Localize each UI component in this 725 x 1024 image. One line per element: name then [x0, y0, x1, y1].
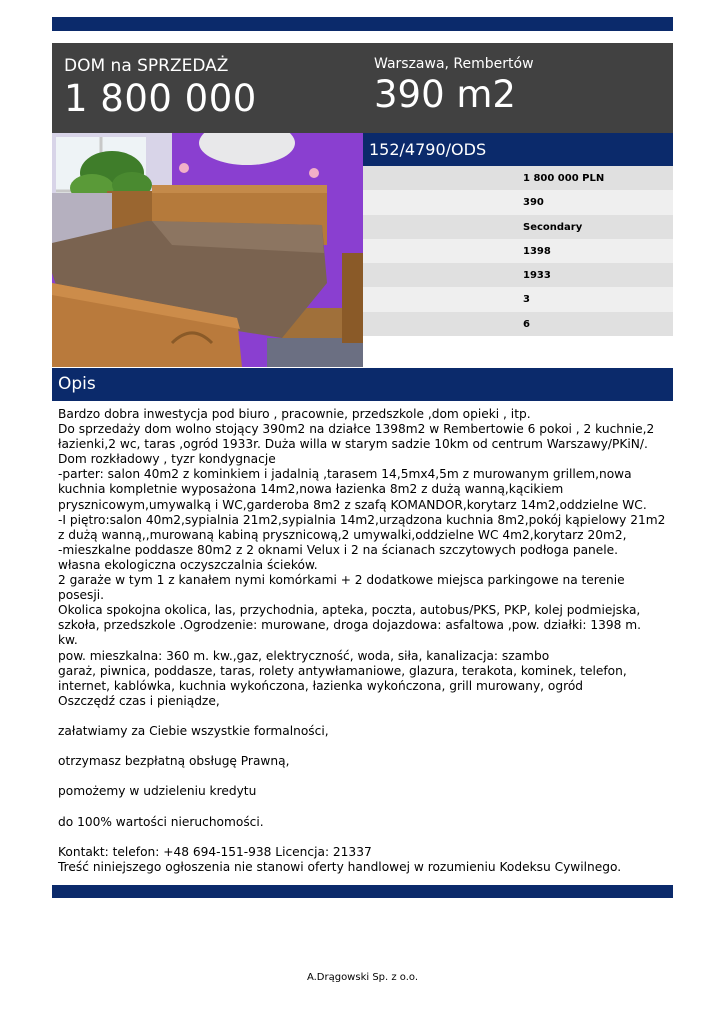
description-line: załatwiamy za Ciebie wszystkie formalności,: [58, 723, 329, 738]
fact-row-market: [363, 215, 673, 239]
fact-row-rooms: [363, 312, 673, 336]
fact-value: 390: [523, 197, 544, 209]
description-line: kw.: [58, 633, 78, 648]
description-line: z dużą wanną,,murowaną kabiną prysznicową,2 umywalki,oddzielne WC 4m2,korytarz 20m2,: [58, 527, 627, 542]
fact-row-plot: [363, 239, 673, 263]
property-type-label: DOM na SPRZEDAŻ: [64, 56, 229, 76]
description-line: Oszczędź czas i pieniądze,: [58, 693, 220, 708]
company-footer: A.Drągowski Sp. z o.o.: [306, 972, 419, 983]
description-line: posesji.: [58, 588, 105, 603]
description-line: internet, kablówka, kuchnia wykończona, łazienka wykończona, grill murowany, ogród: [58, 678, 584, 693]
property-facts-list: [363, 166, 673, 336]
fact-value: 6: [523, 318, 530, 330]
description-line: [58, 709, 670, 724]
location-label: Warszawa, Rembertów: [374, 56, 534, 72]
description-line: prysznicowym,umywalką i WC,garderoba 8m2 z szafą KOMANDOR,korytarz 14m2,oddzielne WC.: [58, 497, 647, 512]
fact-value: 1 800 000 PLN: [523, 173, 605, 184]
description-line: do 100% wartości nieruchomości.: [58, 814, 264, 829]
description-line: łazienki,2 wc, taras ,ogród 1933r. Duża willa w starym sadzie 10km od centrum Warszawy/PKiN/.: [58, 437, 648, 452]
fact-row-floors: [363, 287, 673, 311]
description-line: -mieszkalne poddasze 80m2 z 2 oknami Velux i 2 na ścianach szczytowych podłoga panele.: [58, 542, 619, 557]
description-body: [58, 407, 670, 875]
description-line: [58, 799, 670, 814]
description-line: Kontakt: telefon: +48 694-151-938 Licencja: 21337: [58, 844, 372, 859]
description-line: pow. mieszkalna: 360 m. kw.,gaz, elektryczność, woda, siła, kanalizacja: szambo: [58, 648, 550, 663]
listing-header: [52, 43, 673, 133]
fact-row-year: [363, 263, 673, 287]
description-line: 2 garaże w tym 1 z kanałem nymi komórkami + 2 dodatkowe miejsca parkingowe na terenie: [58, 573, 625, 588]
fact-row-area: [363, 190, 673, 214]
description-header: [52, 368, 673, 401]
area-value: 390 m2: [374, 73, 516, 116]
description-line: -I piętro:salon 40m2,sypialnia 21m2,sypialnia 14m2,urządzona kuchnia 8m2,pokój kąpielowy 21m2: [58, 512, 666, 527]
fact-row-price: [363, 166, 673, 190]
description-line: Do sprzedaży dom wolno stojący 390m2 na działce 1398m2 w Rembertowie 6 pokoi , 2 kuchnie,2: [58, 422, 655, 437]
description-line: Dom rozkładowy , tyzr kondygnacje: [58, 452, 276, 467]
reference-number: 152/4790/ODS: [369, 140, 487, 159]
description-line: kuchnia kompletnie wyposażona 14m2,nowa łazienka 8m2 z dużą wanną,kącikiem: [58, 482, 564, 497]
top-accent-bar: [52, 17, 673, 31]
description-line: -parter: salon 40m2 z kominkiem i jadalnią ,tarasem 14,5mx4,5m z murowanym grillem,nowa: [58, 467, 632, 482]
description-line: otrzymasz bezpłatną obsługę Prawną,: [58, 754, 290, 769]
fact-value: 1398: [523, 245, 551, 257]
description-line: [58, 739, 670, 754]
property-photo: [52, 133, 363, 367]
description-line: garaż, piwnica, poddasze, taras, rolety antywłamaniowe, glazura, terakota, kominek, telefon,: [58, 663, 627, 678]
fact-value: 3: [523, 294, 530, 306]
description-line: szkoła, przedszkole .Ogrodzenie: murowane, droga dojazdowa: asfaltowa ,pow. działki: 1398 m.: [58, 618, 642, 633]
fact-value: 1933: [523, 270, 551, 282]
description-line: Treść niniejszego ogłoszenia nie stanowi oferty handlowej w rozumieniu Kodeksu Cywilnego.: [58, 859, 622, 874]
bottom-accent-bar: [52, 885, 673, 898]
description-title: Opis: [58, 374, 96, 394]
description-line: Okolica spokojna okolica, las, przychodnia, apteka, poczta, autobus/PKS, PKP, kolej podmiejska,: [58, 603, 641, 618]
description-line: [58, 830, 670, 845]
description-line: Bardzo dobra inwestycja pod biuro , pracownie, przedszkole ,dom opieki , itp.: [58, 407, 531, 421]
price-value: 1 800 000: [64, 77, 257, 120]
description-line: [58, 769, 670, 784]
description-line: pomożemy w udzieleniu kredytu: [58, 784, 257, 799]
description-line: własna ekologiczna oczyszczalnia ścieków.: [58, 557, 318, 572]
reference-number-bar: [363, 133, 673, 166]
fact-value: Secondary: [523, 221, 583, 233]
